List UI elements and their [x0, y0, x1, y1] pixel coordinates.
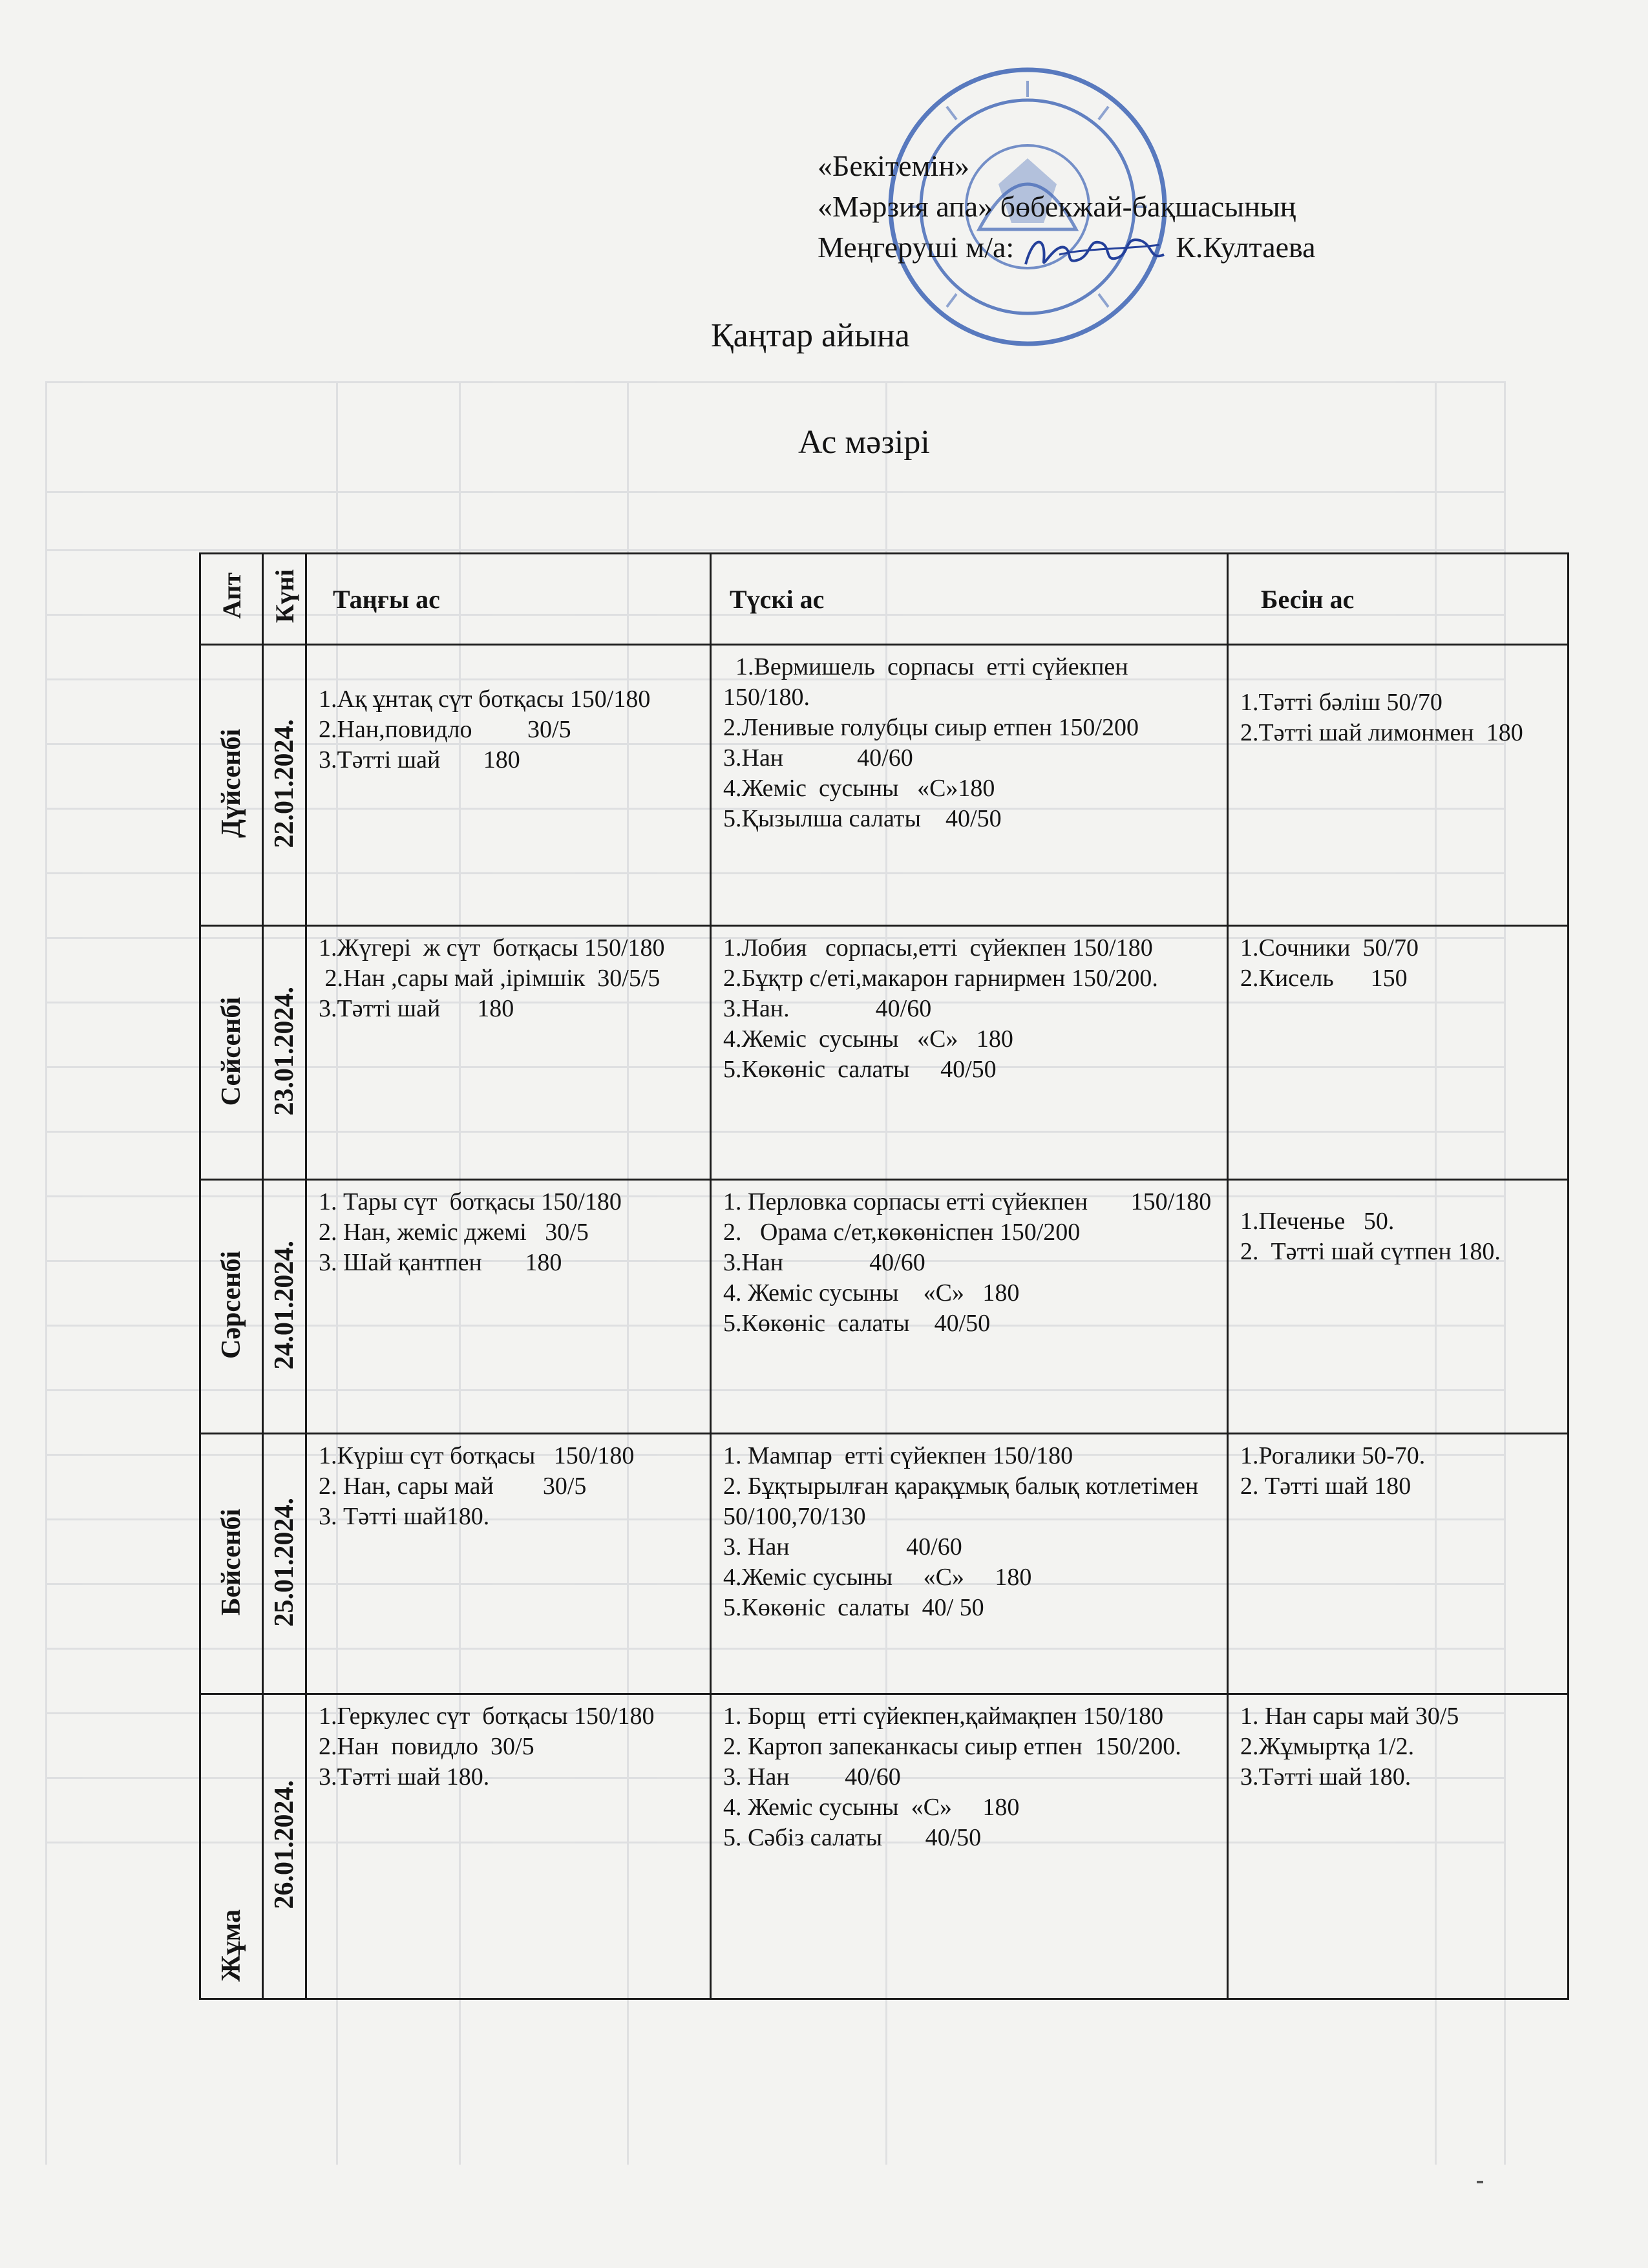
weekday-cell: Сәрсенбі	[200, 1180, 263, 1434]
approval-organization: «Мәрзия апа» бөбекжай-бақшасының	[818, 190, 1296, 223]
weekday-cell: Бейсенбі	[200, 1434, 263, 1694]
table-row	[200, 645, 1569, 926]
column-header-breakfast: Таңғы ас	[306, 554, 711, 645]
snack-cell: 1.Печенье 50. 2. Тәтті шай сүтпен 180.	[1228, 1180, 1569, 1434]
snack-cell: 1.Рогалики 50-70. 2. Тәтті шай 180	[1228, 1434, 1569, 1694]
column-header-week: Апт	[200, 554, 263, 645]
table-header-row	[200, 554, 1569, 645]
breakfast-cell: 1.Ақ ұнтақ сүт ботқасы 150/180 2.Нан,повидло 30/5 3.Тәтті шай 180	[306, 645, 711, 926]
date-cell: 22.01.2024.	[263, 645, 306, 926]
date-cell: 26.01.2024.	[263, 1694, 306, 1999]
approval-heading: «Бекітемін»	[818, 149, 969, 182]
table-row	[200, 1180, 1569, 1434]
breakfast-cell: 1.Жүгері ж сүт ботқасы 150/180 2.Нан ,сары май ,ірімшік 30/5/5 3.Тәтті шай 180	[306, 926, 711, 1180]
breakfast-cell: 1.Геркулес сүт ботқасы 150/180 2.Нан повидло 30/5 3.Тәтті шай 180.	[306, 1694, 711, 1999]
snack-cell: 1.Сочники 50/70 2.Кисель 150	[1228, 926, 1569, 1180]
weekday-cell: Сейсенбі	[200, 926, 263, 1180]
approval-signature-line	[818, 227, 1316, 268]
snack-cell: 1. Нан сары май 30/5 2.Жұмыртқа 1/2. 3.Тәтті шай 180.	[1228, 1694, 1569, 1999]
lunch-cell: 1. Перловка сорпасы етті сүйекпен 150/180 2. Орама с/ет,көкөніспен 150/200 3.Нан 40/60 4. Жеміс сусыны «С» 180 5.Көкөніс салаты 40/50	[711, 1180, 1228, 1434]
column-header-lunch: Түскі ас	[711, 554, 1228, 645]
table-row	[200, 1434, 1569, 1694]
date-cell: 25.01.2024.	[263, 1434, 306, 1694]
page-title: Ас мәзірі	[798, 424, 930, 461]
column-header-snack: Бесін ас	[1228, 554, 1569, 645]
date-cell: 23.01.2024.	[263, 926, 306, 1180]
approval-role: Меңгеруші м/а:	[818, 231, 1015, 264]
breakfast-cell: 1.Күріш сүт ботқасы 150/180 2. Нан, сары май 30/5 3. Тәтті шай180.	[306, 1434, 711, 1694]
menu-table	[199, 552, 1569, 2000]
lunch-cell: 1. Мампар етті сүйекпен 150/180 2. Бұқтырылған қарақұмық балық котлетімен 50/100,70/130 3. Нан 40/60 4.Жеміс сусыны «С» 180 5.Көкөніс салаты 40/ 50	[711, 1434, 1228, 1694]
month-heading: Қаңтар айына	[711, 317, 910, 354]
lunch-cell: 1.Вермишель сорпасы етті сүйекпен 150/180. 2.Ленивые голубцы сиыр етпен 150/200 3.Нан 40/60 4.Жеміс сусыны «С»180 5.Қызылша салаты 40/50	[711, 645, 1228, 926]
table-row	[200, 926, 1569, 1180]
table-row	[200, 1694, 1569, 1999]
snack-cell: 1.Тәтті бәліш 50/70 2.Тәтті шай лимонмен 180	[1228, 645, 1569, 926]
ink-mark	[1477, 2181, 1483, 2183]
approval-name: К.Култаева	[1176, 231, 1316, 264]
weekday-cell: Жұма	[200, 1694, 263, 1999]
lunch-cell: 1.Лобия сорпасы,етті сүйекпен 150/180 2.Бұқтр с/еті,макарон гарнирмен 150/200. 3.Нан. 40/60 4.Жеміс сусыны «С» 180 5.Көкөніс салаты 40/50	[711, 926, 1228, 1180]
lunch-cell: 1. Борщ етті сүйекпен,қаймақпен 150/180 2. Картоп запеканкасы сиыр етпен 150/200. 3. Нан 40/60 4. Жеміс сусыны «С» 180 5. Сәбіз салаты 40/50	[711, 1694, 1228, 1999]
approval-block	[818, 145, 1316, 268]
breakfast-cell: 1. Тары сүт ботқасы 150/180 2. Нан, жеміс джемі 30/5 3. Шай қантпен 180	[306, 1180, 711, 1434]
weekday-cell: Дүйсенбі	[200, 645, 263, 926]
column-header-day: Күні	[263, 554, 306, 645]
date-cell: 24.01.2024.	[263, 1180, 306, 1434]
handwritten-signature	[1020, 229, 1169, 274]
